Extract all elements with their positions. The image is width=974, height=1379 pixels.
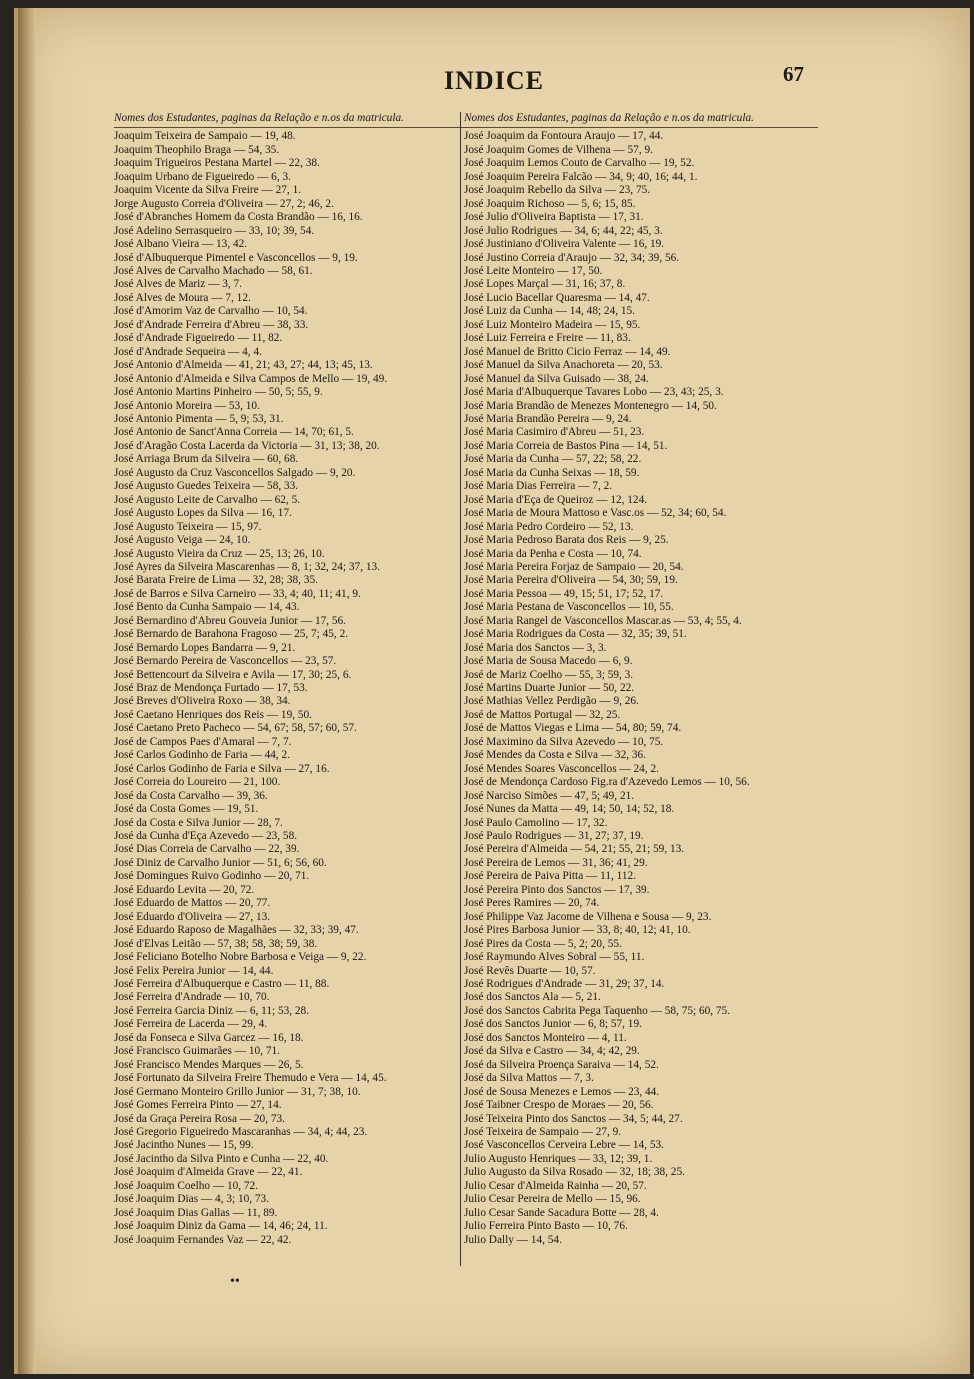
index-entry: José Maria dos Sanctos — 3, 3. bbox=[464, 641, 607, 654]
index-entry: José Ferreira Garcia Diniz — 6, 11; 53, 28. bbox=[114, 1004, 310, 1017]
index-entry: Joaquim Theophilo Braga — 54, 35. bbox=[114, 143, 280, 156]
index-entry: José da Costa Gomes — 19, 51. bbox=[114, 803, 259, 816]
index-entry: José Eduardo de Mattos — 20, 77. bbox=[114, 897, 271, 910]
index-column-left bbox=[114, 112, 468, 1247]
index-entry: Julio Augusto da Silva Rosado — 32, 18; 38, 25. bbox=[464, 1166, 685, 1179]
index-entry: Julio Ferreira Pinto Basto — 10, 76. bbox=[464, 1220, 628, 1233]
index-entry: José Antonio Moreira — 53, 10. bbox=[114, 399, 260, 412]
index-entry: José Lopes Marçal — 31, 16; 37, 8. bbox=[464, 278, 626, 291]
index-entry: José Eduardo d'Oliveira — 27, 13. bbox=[114, 910, 271, 923]
index-entry: José Luiz Ferreira e Freire — 11, 83. bbox=[464, 332, 631, 345]
index-entry: José d'Elvas Leitão — 57, 38; 58, 38; 59, 38. bbox=[114, 937, 318, 950]
index-entry: José Joaquim Rebello da Silva — 23, 75. bbox=[464, 184, 651, 197]
index-entry: José da Fonseca e Silva Garcez — 16, 18. bbox=[114, 1031, 304, 1044]
index-entry: José Alves de Moura — 7, 12. bbox=[114, 291, 251, 304]
index-entry: José Augusto Leite de Carvalho — 62, 5. bbox=[114, 493, 301, 506]
index-entry: José Pereira d'Almeida — 54, 21; 55, 21; 59, 13. bbox=[464, 843, 685, 856]
index-entry: José da Silva e Castro — 34, 4; 42, 29. bbox=[464, 1045, 640, 1058]
index-entry: José Maria Correia de Bastos Pina — 14, 51. bbox=[464, 439, 668, 452]
index-entry: Joaquim Vicente da Silva Freire — 27, 1. bbox=[114, 184, 302, 197]
index-entry: José Caetano Henriques dos Reis — 19, 50. bbox=[114, 708, 312, 721]
index-entry: José Jacintho da Silva Pinto e Cunha — 22, 40. bbox=[114, 1152, 329, 1165]
index-entry: José Joaquim Dias — 4, 3; 10, 73. bbox=[114, 1193, 270, 1206]
index-entry: José de Sousa Menezes e Lemos — 23, 44. bbox=[464, 1085, 660, 1098]
index-entry: José d'Amorim Vaz de Carvalho — 10, 54. bbox=[114, 305, 308, 318]
index-entry: José Maximino da Silva Azevedo — 10, 75. bbox=[464, 735, 664, 748]
index-entry: José Mendes da Costa e Silva — 32, 36. bbox=[464, 749, 646, 762]
index-entry: José Joaquim Pereira Falcão — 34, 9; 40, 16; 44, 1. bbox=[464, 170, 698, 183]
index-entry: Joaquim Urbano de Figueiredo — 6, 3. bbox=[114, 170, 291, 183]
column-heading: Nomes dos Estudantes, paginas da Relação e n.os da matricula. bbox=[114, 112, 468, 128]
page-header bbox=[18, 62, 970, 106]
index-entry: José Albano Vieira — 13, 42. bbox=[114, 238, 248, 251]
index-entry: José Antonio d'Almeida — 41, 21; 43, 27; 44, 13; 45, 13. bbox=[114, 359, 373, 372]
index-entry: José Ferreira d'Albuquerque e Castro — 11, 88. bbox=[114, 978, 330, 990]
index-entry: José Augusto Veiga — 24, 10. bbox=[114, 534, 251, 547]
index-entry: José da Silveira Proença Saraiva — 14, 52. bbox=[464, 1058, 659, 1071]
index-entry: José Augusto da Cruz Vasconcellos Salgado — 9, 20. bbox=[114, 466, 356, 479]
index-entry: José Joaquim da Fontoura Araujo — 17, 44. bbox=[464, 130, 664, 143]
index-entry: José Bernardo Lopes Bandarra — 9, 21. bbox=[114, 641, 296, 654]
index-entry: José de Mariz Coelho — 55, 3; 59, 3. bbox=[464, 668, 634, 681]
index-entry: José Augusto Lopes da Silva — 16, 17. bbox=[114, 507, 292, 520]
index-entry: José Maria Pedro Cordeiro — 52, 13. bbox=[464, 520, 634, 533]
index-entry: José Teixeira Pinto dos Sanctos — 34, 5; 44, 27. bbox=[464, 1112, 683, 1125]
index-entry: José Gomes Ferreira Pinto — 27, 14. bbox=[114, 1099, 282, 1112]
index-entry: José Maria Pedroso Barata dos Reis — 9, 25. bbox=[464, 534, 669, 547]
index-entry: José Nunes da Matta — 49, 14; 50, 14; 52, 18. bbox=[464, 803, 675, 816]
index-entry: José Justino Correia d'Araujo — 32, 34; 39, 56. bbox=[464, 251, 680, 264]
index-entry: José Eduardo Levita — 20, 72. bbox=[114, 883, 255, 896]
index-entry: José Maria d'Eça de Queiroz — 12, 124. bbox=[464, 493, 648, 506]
index-entry: José Maria Brandão de Menezes Montenegro — 14, 50. bbox=[464, 399, 717, 412]
index-entry: José Revês Duarte — 10, 57. bbox=[464, 964, 596, 977]
index-entry: José Maria Brandão Pereira — 9, 24. bbox=[464, 412, 632, 425]
index-entry: José Manuel da Silva Guisado — 38, 24. bbox=[464, 372, 649, 385]
index-entry: Julio Dally — 14, 54. bbox=[464, 1233, 562, 1246]
index-entry-list bbox=[464, 130, 818, 1247]
index-entry: José Maria Casimiro d'Abreu — 51, 23. bbox=[464, 426, 645, 439]
index-entry: José da Cunha d'Eça Azevedo — 23, 58. bbox=[114, 830, 298, 843]
index-entry: José Adelino Serrasqueiro — 33, 10; 39, 54. bbox=[114, 224, 315, 237]
index-entry: José Bernardino d'Abreu Gouveia Junior — 17, 56. bbox=[114, 614, 347, 627]
index-entry: José Joaquim Gomes de Vilhena — 57, 9. bbox=[464, 143, 653, 156]
index-entry: José Germano Monteiro Grillo Junior — 31, 7; 38, 10. bbox=[114, 1085, 361, 1098]
index-entry: José Felix Pereira Junior — 14, 44. bbox=[114, 964, 274, 977]
page-spine-shadow bbox=[18, 8, 36, 1374]
index-entry: José da Costa Carvalho — 39, 36. bbox=[114, 789, 268, 802]
index-entry: José Luiz Monteiro Madeira — 15, 95. bbox=[464, 318, 641, 331]
index-entry: José Carlos Godinho de Faria — 44, 2. bbox=[114, 749, 291, 762]
index-entry: José Breves d'Oliveira Roxo — 38, 34. bbox=[114, 695, 291, 708]
index-entry: José dos Sanctos Ala — 5, 21. bbox=[464, 991, 601, 1004]
index-entry: José Joaquim d'Almeida Grave — 22, 41. bbox=[114, 1166, 303, 1179]
index-entry: José Feliciano Botelho Nobre Barbosa e Veiga — 9, 22. bbox=[114, 951, 367, 964]
index-entry: José Rodrigues d'Andrade — 31, 29; 37, 14. bbox=[464, 978, 665, 990]
index-entry: José Alves de Mariz — 3, 7. bbox=[114, 278, 243, 291]
index-entry: José Ferreira de Lacerda — 29, 4. bbox=[114, 1018, 268, 1031]
index-entry: José Joaquim Diniz da Gama — 14, 46; 24, 11. bbox=[114, 1220, 328, 1233]
index-entry: José Diniz de Carvalho Junior — 51, 6; 56, 60. bbox=[114, 856, 327, 869]
index-entry: José Pires Barbosa Junior — 33, 8; 40, 12; 41, 10. bbox=[464, 924, 691, 937]
index-entry: José Narciso Simões — 47, 5; 49, 21. bbox=[464, 789, 635, 802]
index-entry: José Ferreira d'Andrade — 10, 70. bbox=[114, 991, 270, 1004]
index-entry: José Jacintho Nunes — 15, 99. bbox=[114, 1139, 254, 1152]
index-entry: José Pereira de Lemos — 31, 36; 41, 29. bbox=[464, 856, 648, 869]
index-entry: José dos Sanctos Junior — 6, 8; 57, 19. bbox=[464, 1018, 642, 1031]
index-entry: José da Silva Mattos — 7, 3. bbox=[464, 1072, 594, 1085]
index-entry: José Maria d'Albuquerque Tavares Lobo — 23, 43; 25, 3. bbox=[464, 386, 724, 399]
index-entry: José Maria Dias Ferreira — 7, 2. bbox=[464, 480, 613, 493]
index-entry: José Philippe Vaz Jacome de Vilhena e Sousa — 9, 23. bbox=[464, 910, 712, 923]
index-entry: José Antonio d'Almeida e Silva Campos de Mello — 19, 49. bbox=[114, 372, 388, 385]
index-entry: José Domingues Ruivo Godinho — 20, 71. bbox=[114, 870, 310, 883]
index-entry: José Francisco Mendes Marques — 26, 5. bbox=[114, 1058, 304, 1071]
index-entry: José Carlos Godinho de Faria e Silva — 27, 16. bbox=[114, 762, 330, 775]
index-entry: José de Mendonça Cardoso Fig.ra d'Azevedo Lemos — 10, 56. bbox=[464, 776, 750, 789]
index-entry: José Manuel da Silva Anachoreta — 20, 53. bbox=[464, 359, 663, 372]
index-entry: José Joaquim Dias Gallas — 11, 89. bbox=[114, 1206, 278, 1219]
index-entry: José de Campos Paes d'Amaral — 7, 7. bbox=[114, 735, 292, 748]
index-entry-list bbox=[114, 130, 468, 1247]
index-entry: José Maria Pessoa — 49, 15; 51, 17; 52, 17. bbox=[464, 587, 664, 600]
index-entry: José Eduardo Raposo de Magalhães — 32, 33; 39, 47. bbox=[114, 924, 359, 937]
index-entry: José d'Andrade Figueiredo — 11, 82. bbox=[114, 332, 283, 345]
index-column-right bbox=[464, 112, 818, 1247]
index-entry: Julio Cesar Pereira de Mello — 15, 96. bbox=[464, 1193, 641, 1206]
page-title: INDICE bbox=[444, 66, 544, 95]
index-entry: José Joaquim Lemos Couto de Carvalho — 19, 52. bbox=[464, 157, 695, 170]
index-entry: José Maria Rodrigues da Costa — 32, 35; 39, 51. bbox=[464, 628, 687, 641]
index-entry: José Justiniano d'Oliveira Valente — 16, 19. bbox=[464, 238, 665, 251]
index-entry: José d'Andrade Sequeira — 4, 4. bbox=[114, 345, 262, 358]
index-entry: José Bento da Cunha Sampaio — 14, 43. bbox=[114, 601, 300, 614]
index-entry: José da Costa e Silva Junior — 28, 7. bbox=[114, 816, 283, 829]
column-divider bbox=[460, 112, 461, 1266]
index-entry: José Gregorio Figueiredo Mascaranhas — 34, 4; 44, 23. bbox=[114, 1125, 368, 1138]
index-entry: José Fortunato da Silveira Freire Themudo e Vera — 14, 45. bbox=[114, 1072, 387, 1085]
index-entry: José Alves de Carvalho Machado — 58, 61. bbox=[114, 264, 313, 277]
index-entry: José Peres Ramires — 20, 74. bbox=[464, 897, 600, 910]
index-entry: José Julio Rodrigues — 34, 6; 44, 22; 45, 3. bbox=[464, 224, 663, 237]
index-entry: José d'Abranches Homem da Costa Brandão — 16, 16. bbox=[114, 211, 363, 224]
index-entry: José Martins Duarte Junior — 50, 22. bbox=[464, 682, 635, 695]
index-entry: José Julio d'Oliveira Baptista — 17, 31. bbox=[464, 211, 644, 224]
index-entry: José Taibner Crespo de Moraes — 20, 56. bbox=[464, 1099, 654, 1112]
index-entry: José Leite Monteiro — 17, 50. bbox=[464, 264, 603, 277]
index-entry: José Pires da Costa — 5, 2; 20, 55. bbox=[464, 937, 622, 950]
index-entry: Julio Cesar d'Almeida Rainha — 20, 57. bbox=[464, 1179, 647, 1192]
index-entry: José Augusto Guedes Teixeira — 58, 33. bbox=[114, 480, 299, 493]
index-entry: Julio Cesar Sande Sacadura Botte — 28, 4. bbox=[464, 1206, 659, 1219]
index-entry: José d'Aragão Costa Lacerda da Victoria — 31, 13; 38, 20. bbox=[114, 439, 380, 452]
index-entry: José d'Albuquerque Pimentel e Vasconcellos — 9, 19. bbox=[114, 251, 358, 264]
index-entry: José Raymundo Alves Sobral — 55, 11. bbox=[464, 951, 645, 964]
index-entry: José Paulo Camolino — 17, 32. bbox=[464, 816, 608, 829]
index-entry: José Maria da Cunha Seixas — 18, 59. bbox=[464, 466, 640, 479]
index-entry: José de Barros e Silva Carneiro — 33, 4; 40, 11; 41, 9. bbox=[114, 587, 361, 600]
footer-mark: •• bbox=[230, 1274, 240, 1289]
index-entry: José Antonio Pimenta — 5, 9; 53, 31. bbox=[114, 412, 284, 425]
index-entry: José dos Sanctos Cabrita Pega Taquenho — 58, 75; 60, 75. bbox=[464, 1004, 731, 1017]
index-entry: José Augusto Teixeira — 15, 97. bbox=[114, 520, 262, 533]
index-entry: José Ayres da Silveira Mascarenhas — 8, 1; 32, 24; 37, 13. bbox=[114, 560, 380, 573]
index-entry: José Antonio Martins Pinheiro — 50, 5; 55, 9. bbox=[114, 386, 323, 399]
index-entry: José Caetano Preto Pacheco — 54, 67; 58, 57; 60, 57. bbox=[114, 722, 357, 735]
index-entry: José Dias Correia de Carvalho — 22, 39. bbox=[114, 843, 300, 856]
index-entry: José Maria Pereira d'Oliveira — 54, 30; 59, 19. bbox=[464, 574, 678, 587]
index-entry: Joaquim Trigueiros Pestana Martel — 22, 38. bbox=[114, 157, 320, 170]
index-entry: Julio Augusto Henriques — 33, 12; 39, 1. bbox=[464, 1152, 653, 1165]
index-entry: José Vasconcellos Cerveira Lebre — 14, 53. bbox=[464, 1139, 664, 1152]
index-entry: José Manuel de Britto Cicio Ferraz — 14, 49. bbox=[464, 345, 671, 358]
index-entry: José Braz de Mendonça Furtado — 17, 53. bbox=[114, 682, 308, 695]
index-entry: José Pereira Pinto dos Sanctos — 17, 39. bbox=[464, 883, 650, 896]
index-entry: José da Graça Pereira Rosa — 20, 73. bbox=[114, 1112, 285, 1125]
index-entry: Joaquim Teixeira de Sampaio — 19, 48. bbox=[114, 130, 296, 143]
index-entry: José de Mattos Viegas e Lima — 54, 80; 59, 74. bbox=[464, 722, 682, 735]
index-entry: José Teixeira de Sampaio — 27, 9. bbox=[464, 1125, 622, 1138]
index-entry: José Antonio de Sanct'Anna Correia — 14, 70; 61, 5. bbox=[114, 426, 354, 439]
index-entry: José dos Sanctos Monteiro — 4, 11. bbox=[464, 1031, 627, 1044]
index-entry: José Luiz da Cunha — 14, 48; 24, 15. bbox=[464, 305, 636, 318]
index-entry: José Maria da Penha e Costa — 10, 74. bbox=[464, 547, 642, 560]
index-entry: José Paulo Rodrigues — 31, 27; 37, 19. bbox=[464, 830, 644, 843]
index-entry: José Correia do Loureiro — 21, 100. bbox=[114, 776, 281, 789]
index-entry: José Mendes Soares Vasconcellos — 24, 2. bbox=[464, 762, 659, 775]
index-entry: José Mathias Vellez Perdigão — 9, 26. bbox=[464, 695, 639, 708]
index-entry: José Bernardo de Barahona Fragoso — 25, 7; 45, 2. bbox=[114, 628, 349, 641]
index-entry: José d'Andrade Ferreira d'Abreu — 38, 33. bbox=[114, 318, 309, 331]
index-entry: José Joaquim Coelho — 10, 72. bbox=[114, 1179, 259, 1192]
index-entry: José Bettencourt da Silveira e Avila — 17, 30; 25, 6. bbox=[114, 668, 352, 681]
index-entry: José Pereira de Paiva Pitta — 11, 112. bbox=[464, 870, 637, 883]
column-heading: Nomes dos Estudantes, paginas da Relação e n.os da matricula. bbox=[464, 112, 818, 128]
index-entry: José Arriaga Brum da Silveira — 60, 68. bbox=[114, 453, 299, 466]
index-entry: José Maria Pestana de Vasconcellos — 10, 55. bbox=[464, 601, 674, 614]
index-entry: Jorge Augusto Correia d'Oliveira — 27, 2; 46, 2. bbox=[114, 197, 334, 210]
index-entry: José Bernardo Pereira de Vasconcellos — 23, 57. bbox=[114, 655, 337, 668]
book-page bbox=[14, 8, 970, 1374]
index-entry: José Augusto Vieira da Cruz — 25, 13; 26, 10. bbox=[114, 547, 325, 560]
index-entry: José Maria Rangel de Vasconcellos Mascar.as — 53, 4; 55, 4. bbox=[464, 614, 742, 627]
page-number: 67 bbox=[783, 62, 804, 86]
index-entry: José Lucio Bacellar Quaresma — 14, 47. bbox=[464, 291, 650, 304]
index-entry: José de Mattos Portugal — 32, 25. bbox=[464, 708, 621, 721]
index-entry: José Joaquim Richoso — 5, 6; 15, 85. bbox=[464, 197, 636, 210]
index-entry: José Maria de Sousa Macedo — 6, 9. bbox=[464, 655, 633, 668]
index-entry: José Maria da Cunha — 57, 22; 58, 22. bbox=[464, 453, 642, 466]
index-entry: José Barata Freire de Lima — 32, 28; 38, 35. bbox=[114, 574, 318, 587]
index-entry: José Joaquim Fernandes Vaz — 22, 42. bbox=[114, 1233, 292, 1246]
index-entry: José Francisco Guimarães — 10, 71. bbox=[114, 1045, 280, 1058]
index-entry: José Maria de Moura Mattoso e Vasc.os — 52, 34; 60, 54. bbox=[464, 507, 727, 520]
index-entry: José Maria Pereira Forjaz de Sampaio — 20, 54. bbox=[464, 560, 684, 573]
